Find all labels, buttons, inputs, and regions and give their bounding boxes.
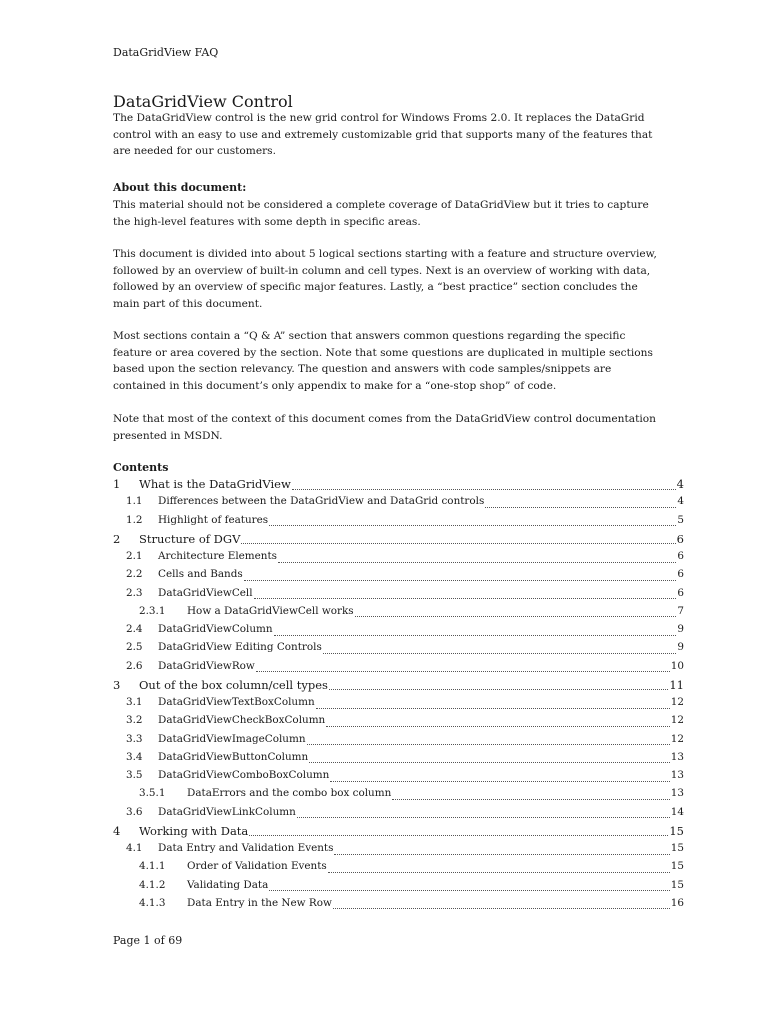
page-header: DataGridView FAQ [113,46,219,59]
toc-entry-page: 13 [670,769,684,781]
toc-entry-number: 2.2 [126,568,143,581]
page-footer: Page 1 of 69 [113,934,183,947]
toc-entry[interactable] [126,714,684,731]
toc-entry-page: 15 [669,823,684,838]
toc-entry[interactable] [139,605,684,622]
toc-entry-page: 16 [670,896,684,909]
toc-entry-page: 13 [670,750,684,763]
toc-entry-title: Validating Data [187,878,269,891]
toc-entry-number: 2.3.1 [139,604,166,617]
toc-dot-leader [307,735,670,745]
toc-dot-leader [244,571,677,581]
toc-entry-title: How a DataGridViewCell works [187,604,354,617]
toc-dot-leader [355,607,677,617]
toc-entry[interactable] [126,587,684,604]
toc-entry[interactable] [126,623,684,640]
toc-dot-leader [278,553,676,563]
about-paragraph-2: This document is divided into about 5 logical sections starting with a feature and structure overview, followed by an overview of built-in column and cell types. Next is an overview of working with data, followed by an overview of specific major features. Lastly, a “best practice” section concludes the main part of this document. [113,248,657,310]
toc-entry-page: 9 [677,641,684,654]
toc-entry-title: DataGridViewImageColumn [158,732,306,745]
toc-dot-leader [334,845,669,855]
toc-dot-leader [333,899,670,909]
about-paragraph-4: Note that most of the context of this document comes from the DataGridView control documentation presented in MSDN. [113,413,656,442]
toc-entry-number: 3.6 [126,805,143,818]
toc-entry-title: DataGridView Editing Controls [158,641,322,654]
toc-entry-number: 2.5 [126,641,143,654]
toc-entry[interactable] [113,532,684,549]
toc-entry[interactable] [126,806,684,823]
about-paragraph-1: This material should not be considered a complete coverage of DataGridView but it tries to capture the high-level features with some depth in specific areas. [113,199,649,228]
toc-entry-page: 11 [669,677,684,692]
toc-dot-leader [309,753,670,763]
toc-entry-page: 10 [670,659,684,672]
toc-entry-title: DataGridViewLinkColumn [158,805,296,818]
toc-entry-number: 3 [113,677,121,692]
toc-entry-title: DataGridViewTextBoxColumn [158,696,315,708]
toc-dot-leader [329,680,668,690]
toc-dot-leader [326,717,670,727]
toc-entry-title: DataGridViewButtonColumn [158,750,309,763]
toc-dot-leader [241,534,675,544]
toc-entry-number: 3.5.1 [139,787,166,800]
toc-entry-page: 9 [677,623,684,635]
toc-dot-leader [269,516,676,526]
toc-entry-number: 4.1.2 [139,878,166,891]
toc-entry-number: 2 [113,531,121,546]
toc-entry-title: Highlight of features [158,513,269,526]
toc-entry-number: 4.1 [126,842,143,854]
toc-entry-title: Order of Validation Events [187,860,327,873]
toc-dot-leader [292,480,676,490]
toc-entry-number: 3.2 [126,714,143,727]
toc-entry-page: 7 [677,604,684,617]
toc-entry-number: 4 [113,823,121,838]
toc-entry-title: Structure of DGV [139,531,241,546]
toc-entry-page: 4 [677,495,684,508]
toc-entry-title: Working with Data [139,823,249,838]
toc-entry-number: 4.1.3 [139,896,166,909]
toc-entry-page: 12 [670,714,684,727]
toc-entry[interactable] [139,787,684,804]
toc-entry-page: 14 [670,805,684,818]
toc-entry-title: DataGridViewColumn [158,623,273,635]
toc-entry[interactable] [126,696,684,713]
toc-dot-leader [323,644,677,654]
toc-entry[interactable] [113,678,684,695]
toc-entry-number: 3.3 [126,732,143,745]
toc-entry-title: DataGridViewCheckBoxColumn [158,714,326,727]
toc-entry[interactable] [139,860,684,877]
toc-entry-number: 2.1 [126,550,143,562]
toc-entry[interactable] [113,477,684,494]
toc-entry-page: 12 [670,696,684,708]
toc-dot-leader [256,662,670,672]
contents-heading: Contents [113,461,169,474]
toc-entry-page: 13 [670,787,684,800]
toc-entry-number: 3.1 [126,696,143,708]
toc-entry-page: 12 [670,732,684,745]
toc-dot-leader [392,790,669,800]
page-title: DataGridView Control [113,92,293,111]
toc-entry-title: DataGridViewComboBoxColumn [158,769,330,781]
toc-dot-leader [249,826,668,836]
toc-dot-leader [269,881,669,891]
toc-entry-title: Data Entry and Validation Events [158,842,334,854]
toc-dot-leader [316,699,670,709]
toc-entry[interactable] [126,842,684,859]
toc-dot-leader [328,863,670,873]
toc-dot-leader [254,589,677,599]
intro-paragraph: The DataGridView control is the new grid control for Windows Froms 2.0. It replaces the DataGrid control with an easy to use and extremely customizable grid that supports many of the features that are needed for our customers. [113,112,653,157]
toc-entry[interactable] [126,568,684,585]
toc-entry-title: Out of the box column/cell types [139,677,328,692]
toc-entry-title: Differences between the DataGridView and DataGrid controls [158,495,485,508]
toc-entry-page: 15 [670,860,684,873]
toc-entry[interactable] [139,879,684,896]
toc-entry[interactable] [126,550,684,567]
toc-entry-title: Cells and Bands [158,568,243,581]
toc-entry-page: 4 [676,477,684,491]
toc-dot-leader [330,772,669,782]
toc-entry[interactable] [126,769,684,786]
toc-entry-page: 15 [670,842,684,854]
toc-entry-number: 4.1.1 [139,860,166,873]
toc-entry-number: 1 [113,477,121,491]
toc-dot-leader [274,626,677,636]
about-paragraph-3: Most sections contain a “Q & A” section that answers common questions regarding the specific feature or area covered by the section. Note that some questions are duplicated in multiple sections based upon the section relevancy. The question and answers with code samples/snippets are contained in this document’s only appendix to make for a “one-stop shop” of code. [113,330,653,392]
toc-entry-title: Architecture Elements [158,550,277,562]
toc-entry-page: 6 [677,586,684,599]
toc-entry[interactable] [126,751,684,768]
toc-entry-title: DataErrors and the combo box column [187,787,392,800]
toc-entry[interactable] [139,897,684,914]
toc-entry-title: DataGridViewRow [158,659,255,672]
toc-entry-number: 1.1 [126,495,143,508]
toc-entry[interactable] [126,514,684,531]
toc-entry-page: 5 [677,513,684,526]
toc-entry[interactable] [126,495,684,512]
toc-entry-number: 2.6 [126,659,143,672]
toc-entry-number: 3.4 [126,750,143,763]
toc-dot-leader [297,808,670,818]
toc-entry[interactable] [126,660,684,677]
toc-entry-title: DataGridViewCell [158,586,253,599]
toc-entry-number: 1.2 [126,513,143,526]
toc-entry-number: 2.4 [126,623,143,635]
toc-entry[interactable] [126,733,684,750]
toc-entry-page: 6 [677,550,684,562]
toc-entry[interactable] [113,824,684,841]
toc-entry-page: 15 [670,878,684,891]
toc-entry-title: Data Entry in the New Row [187,896,332,909]
toc-entry-page: 6 [676,531,684,546]
toc-entry-number: 2.3 [126,586,143,599]
about-heading: About this document: [113,181,247,194]
toc-entry[interactable] [126,641,684,658]
toc-entry-title: What is the DataGridView [139,477,291,491]
toc-entry-page: 6 [677,568,684,581]
toc-entry-number: 3.5 [126,769,143,781]
toc-dot-leader [485,498,676,508]
